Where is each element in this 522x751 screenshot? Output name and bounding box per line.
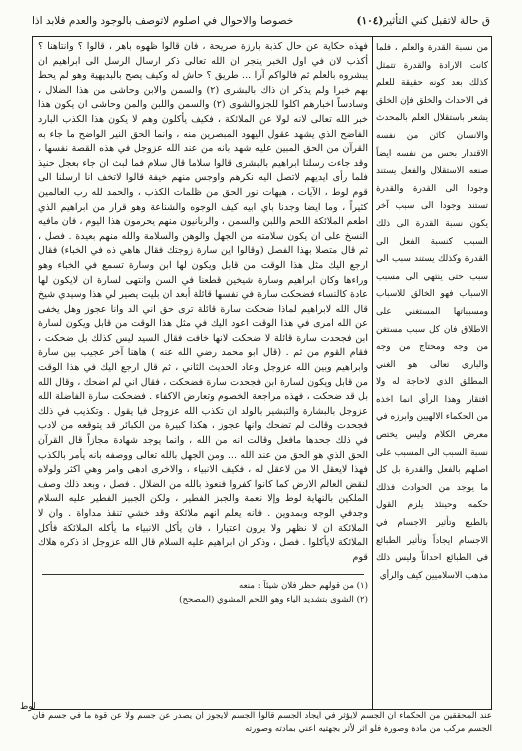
footnote-1: (١) من قولهم حظر فلان شيئاً : منعه <box>239 581 368 591</box>
main-text-column <box>38 40 368 568</box>
column-separator <box>372 36 373 710</box>
main-paragraph: فهذه حكاية عن حال كذبة بارزة صريحة ، فان قالوا ظهوه باهر ، قالوا ؟ وانتاهنا ؟ أكذب لان في اول الخبر ينجر ان الله تعالى ذكر ارسال الرسل الى ابراهيم ان يبشروه بالعلم ثم فالواكم آرا ... طريق ؟ حاش له وكيف يصح بالبديهية وهو لم يحط بهم خبرا ولم يذكر ان ذاك بالبشرى (٢) والسمن والابن وحاشى من هذا الضلال ، وسادساً اخبارهم اكلوا للجزوالشوى (٢) والسمن واللبن والمن وحاشى ان يكون هذا خبر الله تعالى لانه لولا عن الملائكة ، فكيف يأكلون وهم لا يكون هذا الكذب البارد الفاضح الذي يشهد عقول اليهود المبصرين منه ، وانما الحق النير الواضح ما جاء به القرآن من الحق المبين عليه شهد بانه من عند الله عزوجل في هذه القصة نفسها ، وقد جاءت رسلنا ابراهيم بالبشرى قالوا سلاما قال سلام فما لبث ان جاء بعجل حنيذ فلما رأى ايديهم لاتصل اليه نكرهم واوجس منهم خيفة قالوا لاتخف انا ارسلنا الى قوم لوط ، الآيات ، هيهات نور الحق من ظلمات الكذب ، والحمد لله رب العالمين كثيراً ، وما ايضا وجدنا باي ابيه كيف الوجوه والشناعة وهو قرار من ابراهيم الذي اطعم الملائكة اللحم واللبن والسمن ، والربانيون منهم يحرمون هذا اليوم ، فان مافيه النسخ على ان يكون سلامته من الجهل والوهن والسلامة والله منهم بعيدة . فصل ، ثم قال متصلا بهذا الفصل (وقالوا اين سارة زوجتك فقال هاهي ذه في الخباء) فقال ارجع اليك مثل هذا الوقت من قابل ويكون لها ابن وسارة تسمع في الخباء وهو وراءها وكان ابراهيم وسارة شيخين قطعنا في السن وانتهى لسارة ان لايكون لها عادة كالنساء فضحكت سارة في نفسها قائلة أبعد ان بليت يصير لي هذا وسيدي شيخ قال الله لابراهيم لماذا ضحكت سارة قائلة ترى حق اني الد وانا عجوز وهل يخفى عن الله امرى في هذا الوقت اعود اليك في مثل هذا الوقت من قابل ويكون لسارة ابن فجحدت سارة قائلة لا ضحكت لانها خافت فقال السيد ليس كذلك بل ضحكت ، فقام القوم من ثم . (قال ابو محمد رضي الله عنه ) هاهنا آخر عجيب بين سارة وابراهيم وبين الله عزوجل وعاد الحديث الثاني ، ثم قال ارجع اليك في هذا الوقت من قابل ويكون لسارة ابن فجحدت سارة فضحكت ، فقال اني لم اضحك ، وقال الله بل قد ضحكت ، فهذه مراجعة الخصوم وتعارض الاكفاء . فضحكت سارة الفاضلة الله عزوجل بالبشارة والتبشير بالولد ان تكذب الله عزوجل فيا يقول . وتكذيب في ذلك فجحدت وقالت لم تضحك وانها عجوز ، هكذا كبيرة من الكبائر قد يتوقعه من لادب في ذلك جحدها مافعل وقالت انه من الله ، وانما يوجد شهادة مجازاً قال القرآن الحق الذي هو الحق من عند الله ... ومن الجهل بالله تعالى ووصفه بانه يأمر بالكذب فهذا لايعقل الا من لاعقل له ، فكيف الانبياء ، والاخرى ادهى وامر وهي اكثر ولولاه لنقض العالم الارض كما كانوا كفروا فنعوذ بالله من الضلال . فصل ، وبعد ذلك وصف الملكين بالنهاية لوط وإلا نعمة والجبز الفطير ، ولكن الجبيز الفطير عليه السلام وجدفي الوجه وبمدوين . فانه يعلم انهم ملائكة وقد خشي تنقذ مداواة . وان لا الملائكة ان لا نظهر ولا يرون اعتبارا ، فان يأكل الانبياء ما يأكله الملائكة فأكل الملائكة لايأكلوا . فصل ، وذكر ان ابراهيم عليه السلام قال الله عزوجل اذ ذكره هلاك قوم <box>38 41 368 563</box>
margin-commentary-column <box>376 40 488 704</box>
margin-running-text: ق حالة لاتقبل كني التأثير <box>383 15 490 27</box>
page-number: (١٠٤) <box>356 15 384 27</box>
footnote-2: (٢) الشوى بتشديد الياء وهو اللحم المشوي (المصحح) <box>179 594 368 605</box>
margin-paragraph: من نسبة القدرة والعلم ، فلما كانت الارادة والقدرة تتمثل كذلك بعد كونه حقيقة للعلم في الاحداث والخلق فإن الخلق يشعر باستقلال العلم بالمحدث والانسان كائن من نفسه الاقتدار بحس من نفسه ايضاً صنعه الاستقلال والفعل يستند وجودا الى القدرة والقدرة تستند وجودا الى سبب آخر يكون نسبة القدرة الى ذلك السبب كنسبة الفعل الى القدرة وكذلك يستند سبب الى سبب حتى ينتهي الى مسبب الاسباب فهو الخالق للاسباب ومسبباتها المستغني على الاطلاق فان كل سبب مستغن من وجه ومحتاج من وجه والباري تعالى هو الغني المطلق الذي لاحاجة له ولا افتقار وهذا الرأي انما اخذه من الحكماء الالهيين وابرزه في معرض الكلام وليس يختص نسبة السبب الى المسبب على اصلهم بالفعل والقدرة بل كل ما يوجد من الحوادث فذلك حكمه وحينئذ يلزم القول بالطبع وتأثير الاجسام في الاجسام ايجاداً وتأثير الطبائع في الطبائع احداثاً وليس ذلك مذهب الاسلاميين كيف والرأي <box>376 43 488 581</box>
running-title: خصوصاً والاحوال في اصلوم لاتوصف بالوجود والعدم فلابد اذا <box>32 15 294 27</box>
running-head <box>32 10 490 32</box>
footnotes <box>38 580 368 628</box>
catchword: لوط <box>20 702 36 712</box>
footnote-rule <box>42 574 364 575</box>
bottom-commentary <box>32 710 492 748</box>
bottom-paragraph: عند المحققين من الحكماء ان الجسم لايؤثر في ايجاد الجسم قالوا الجسم لايجوز ان يصدر عن جسم ولا عن قوة ما في جسم فان الجسم مركب من مادة وصورة فلو اثر لأثر بجهتيه اعني بمادته وصورته <box>32 711 492 734</box>
